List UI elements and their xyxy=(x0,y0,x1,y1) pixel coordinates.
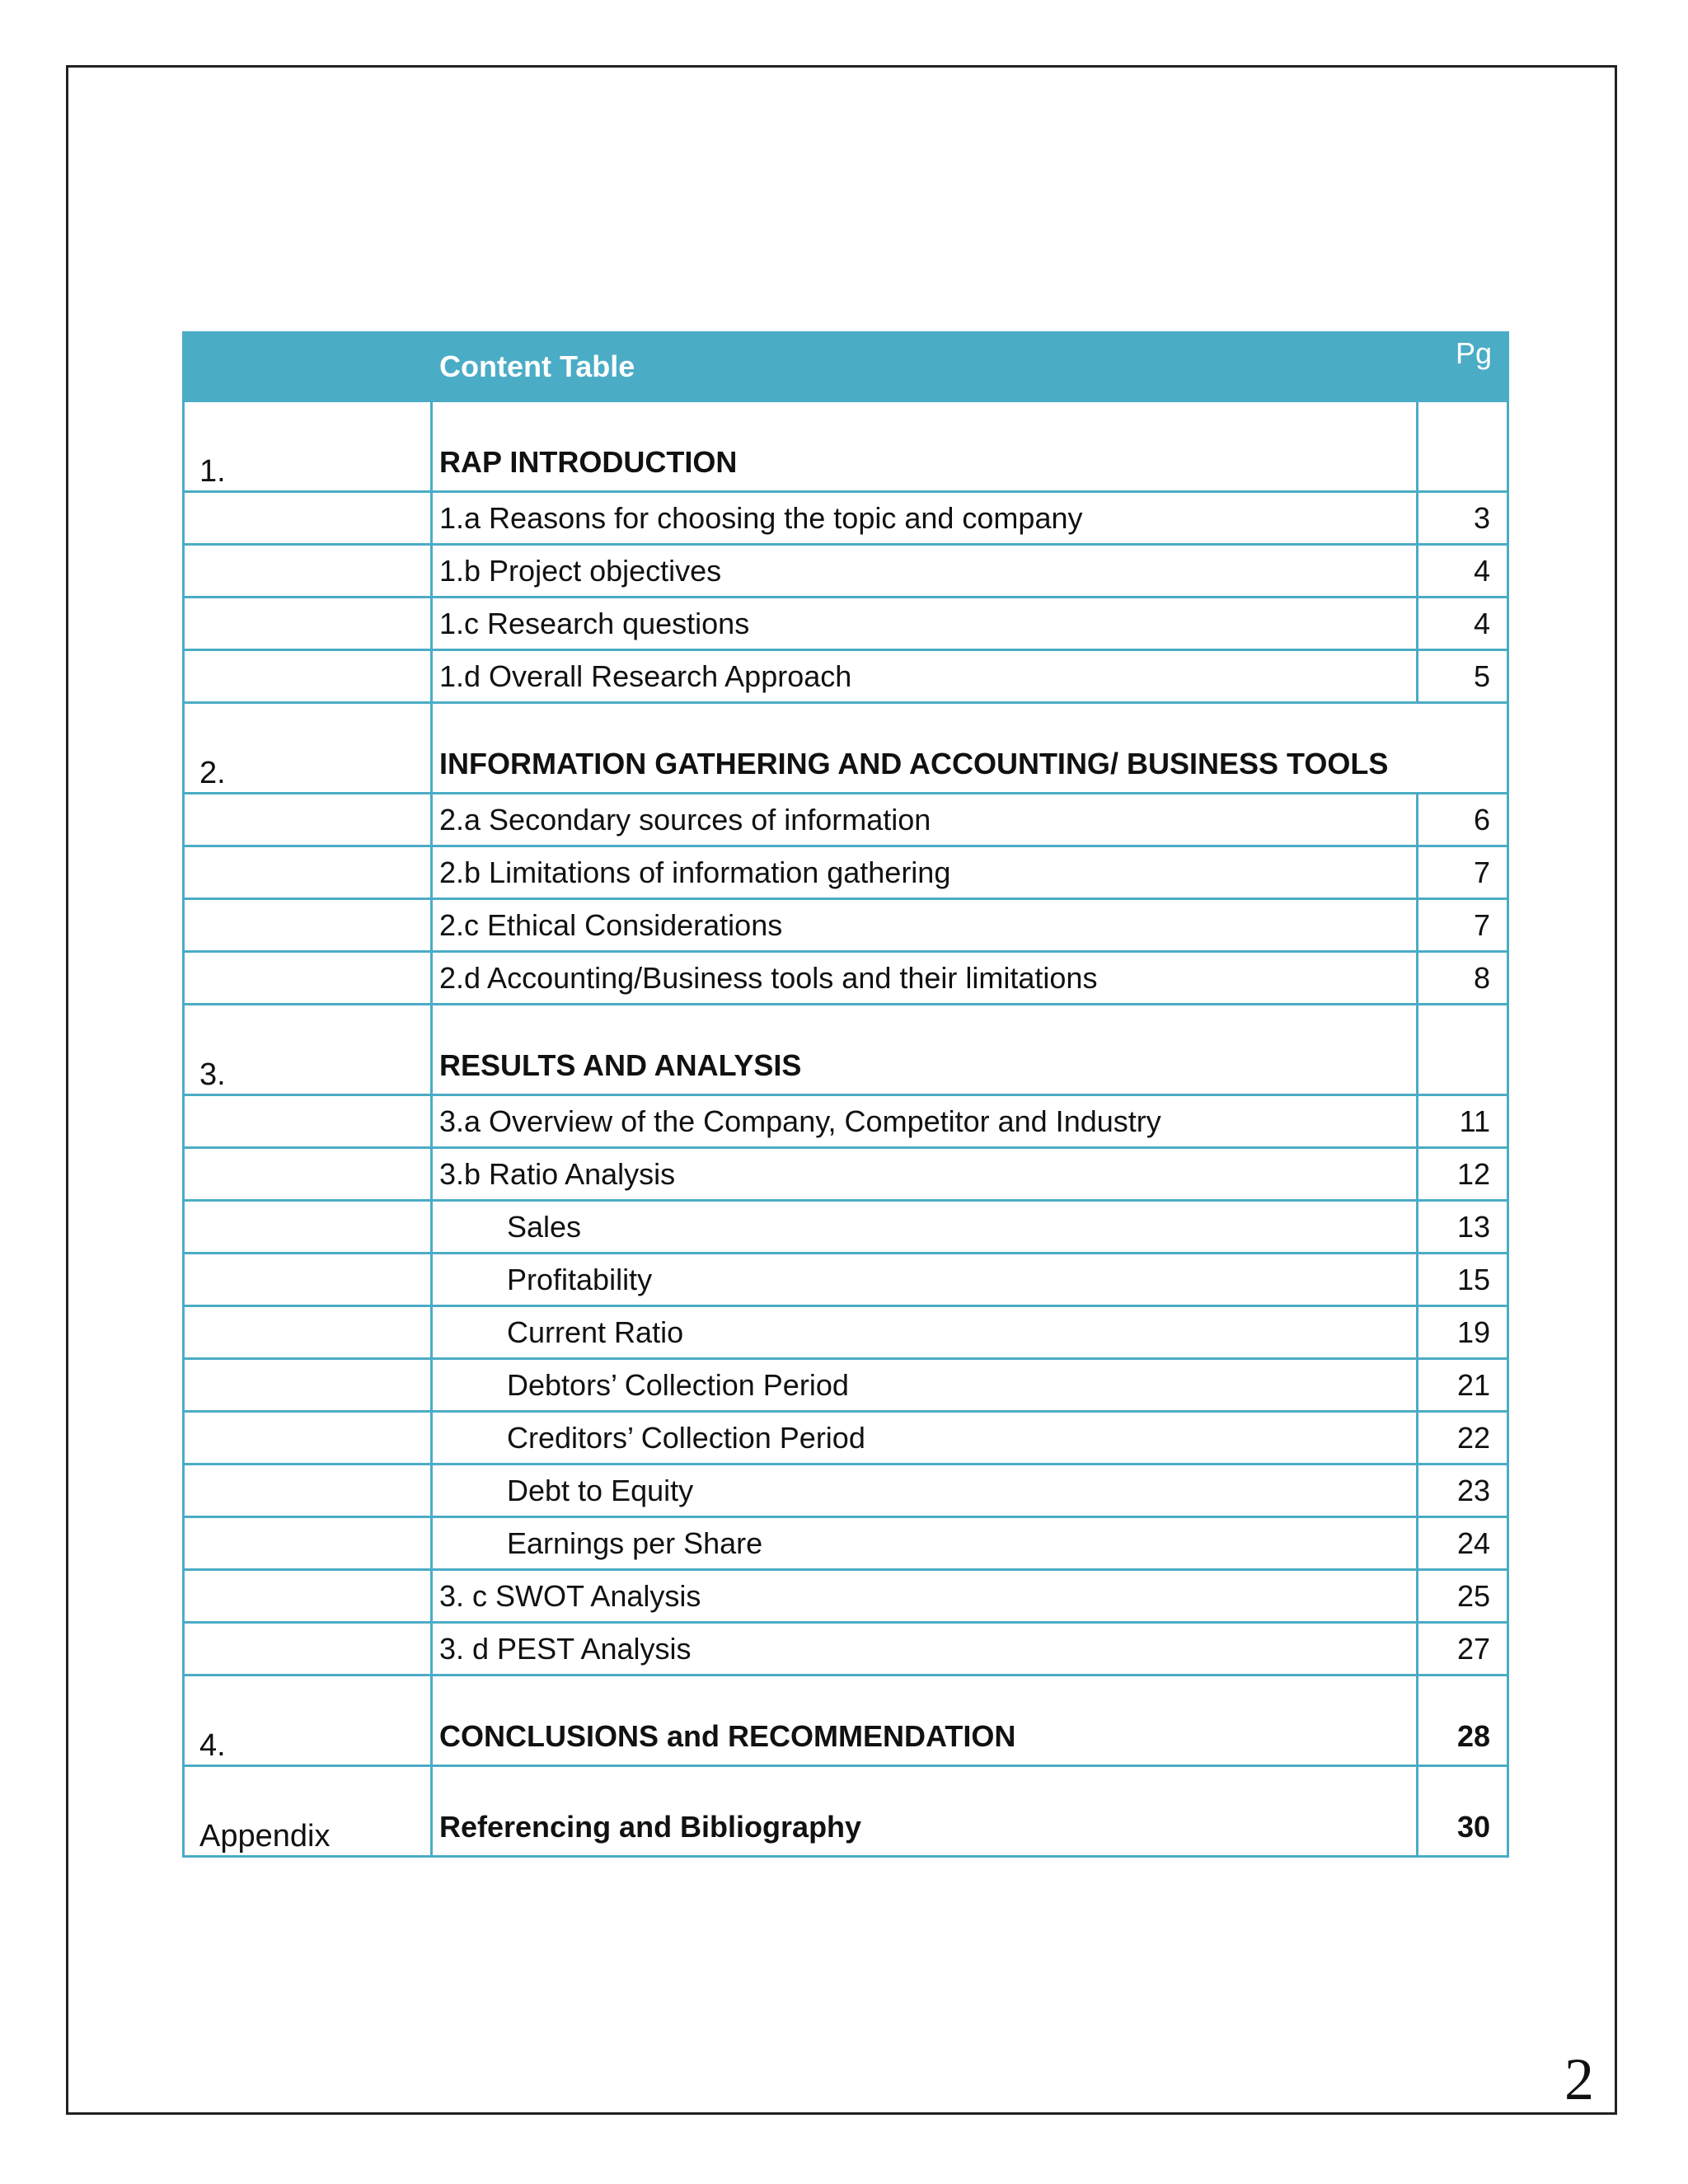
entry-label: 3. d PEST Analysis xyxy=(432,1623,1418,1675)
table-row xyxy=(184,1095,1508,1148)
entry-page: 3 xyxy=(1418,492,1508,545)
table-title: Content Table xyxy=(432,333,1418,401)
section-page: 30 xyxy=(1418,1766,1508,1857)
entry-page: 21 xyxy=(1418,1359,1508,1412)
table-row xyxy=(184,492,1508,545)
entry-page: 12 xyxy=(1418,1148,1508,1201)
entry-label: 2.a Secondary sources of information xyxy=(432,794,1418,846)
table-row xyxy=(184,1412,1508,1465)
entry-page: 23 xyxy=(1418,1465,1508,1517)
section-page xyxy=(1418,1005,1508,1095)
entry-label: Profitability xyxy=(432,1254,1418,1306)
entry-label: Creditors’ Collection Period xyxy=(432,1412,1418,1465)
entry-page: 11 xyxy=(1418,1095,1508,1148)
table-row xyxy=(184,794,1508,846)
table-row xyxy=(184,952,1508,1005)
entry-page: 25 xyxy=(1418,1570,1508,1623)
content-table xyxy=(182,331,1509,1858)
table-row xyxy=(184,1465,1508,1517)
page-number: 2 xyxy=(1564,2046,1594,2112)
table-row xyxy=(184,899,1508,952)
table-row xyxy=(184,1570,1508,1623)
table-row xyxy=(184,545,1508,598)
section-title: RAP INTRODUCTION xyxy=(432,401,1418,492)
entry-label: 2.c Ethical Considerations xyxy=(432,899,1418,952)
section-heading xyxy=(184,1766,1508,1857)
section-heading xyxy=(184,1005,1508,1095)
table-row xyxy=(184,1623,1508,1675)
section-heading xyxy=(184,1675,1508,1766)
entry-page: 7 xyxy=(1418,846,1508,899)
entry-page: 27 xyxy=(1418,1623,1508,1675)
section-title: CONCLUSIONS and RECOMMENDATION xyxy=(432,1675,1418,1766)
table-row xyxy=(184,846,1508,899)
entry-label: Earnings per Share xyxy=(432,1517,1418,1570)
entry-label: 2.b Limitations of information gathering xyxy=(432,846,1418,899)
entry-label: 1.b Project objectives xyxy=(432,545,1418,598)
entry-page: 22 xyxy=(1418,1412,1508,1465)
table-row xyxy=(184,1254,1508,1306)
entry-label: Sales xyxy=(432,1201,1418,1254)
section-number: Appendix xyxy=(184,1766,432,1857)
entry-label: 3. c SWOT Analysis xyxy=(432,1570,1418,1623)
section-number: 2. xyxy=(184,703,432,794)
entry-page: 7 xyxy=(1418,899,1508,952)
table-row xyxy=(184,1201,1508,1254)
section-number: 3. xyxy=(184,1005,432,1095)
entry-page: 6 xyxy=(1418,794,1508,846)
section-number: 1. xyxy=(184,401,432,492)
section-title: Referencing and Bibliography xyxy=(432,1766,1418,1857)
entry-page: 15 xyxy=(1418,1254,1508,1306)
entry-label: 3.a Overview of the Company, Competitor and Industry xyxy=(432,1095,1418,1148)
table-row xyxy=(184,1517,1508,1570)
section-page: 28 xyxy=(1418,1675,1508,1766)
page-column-header: Pg xyxy=(1418,333,1508,401)
entry-page: 13 xyxy=(1418,1201,1508,1254)
entry-label: Debtors’ Collection Period xyxy=(432,1359,1418,1412)
table-row xyxy=(184,1306,1508,1359)
entry-page: 4 xyxy=(1418,598,1508,650)
entry-label: 2.d Accounting/Business tools and their limitations xyxy=(432,952,1418,1005)
entry-page: 5 xyxy=(1418,650,1508,703)
section-title: INFORMATION GATHERING AND ACCOUNTING/ BUSINESS TOOLS xyxy=(432,703,1508,794)
table-row xyxy=(184,1359,1508,1412)
table-row xyxy=(184,1148,1508,1201)
entry-page: 19 xyxy=(1418,1306,1508,1359)
section-page xyxy=(1418,401,1508,492)
table-row xyxy=(184,650,1508,703)
section-title: RESULTS AND ANALYSIS xyxy=(432,1005,1418,1095)
section-number: 4. xyxy=(184,1675,432,1766)
table-header xyxy=(184,333,1508,401)
section-heading xyxy=(184,703,1508,794)
table-row xyxy=(184,598,1508,650)
entry-label: 1.a Reasons for choosing the topic and company xyxy=(432,492,1418,545)
entry-label: 1.d Overall Research Approach xyxy=(432,650,1418,703)
entry-page: 24 xyxy=(1418,1517,1508,1570)
entry-label: Debt to Equity xyxy=(432,1465,1418,1517)
entry-label: 1.c Research questions xyxy=(432,598,1418,650)
entry-page: 4 xyxy=(1418,545,1508,598)
entry-page: 8 xyxy=(1418,952,1508,1005)
section-heading xyxy=(184,401,1508,492)
entry-label: Current Ratio xyxy=(432,1306,1418,1359)
entry-label: 3.b Ratio Analysis xyxy=(432,1148,1418,1201)
